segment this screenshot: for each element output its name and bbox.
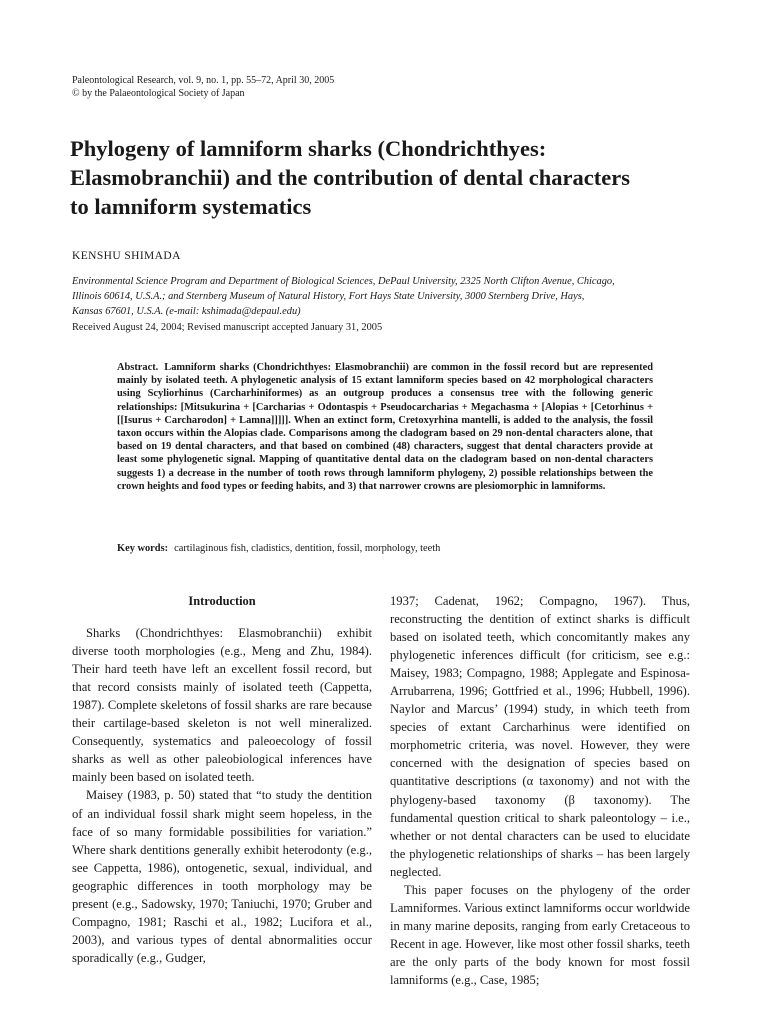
left-column (72, 592, 372, 967)
journal-citation: Paleontological Research, vol. 9, no. 1, pp. 55–72, April 30, 2005 (72, 75, 335, 86)
abstract (117, 361, 653, 493)
copyright-notice: © by the Palaeontological Society of Japan (72, 88, 245, 99)
affiliation-line: Illinois 60614, U.S.A.; and Sternberg Museum of Natural History, Fort Hays State University, 3000 Sternberg Drive, Hays, (72, 291, 585, 302)
affiliation-line: Kansas 67601, U.S.A. (e-mail: kshimada@depaul.edu) (72, 306, 301, 317)
received-dates: Received August 24, 2004; Revised manuscript accepted January 31, 2005 (72, 322, 383, 333)
keywords (117, 543, 440, 554)
title-line: Phylogeny of lamniform sharks (Chondrichthyes: (70, 136, 547, 161)
author-affiliation (72, 274, 712, 319)
abstract-label: Abstract. (117, 362, 159, 373)
author-name: KENSHU SHIMADA (72, 250, 181, 262)
title-line: to lamniform systematics (70, 194, 312, 219)
right-column (390, 592, 690, 989)
keywords-text: cartilaginous fish, cladistics, dentition, fossil, morphology, teeth (174, 543, 441, 554)
paper-title (70, 134, 710, 221)
section-heading: Introduction (188, 594, 256, 608)
body-paragraph: 1937; Cadenat, 1962; Compagno, 1967). Thus, reconstructing the dentition of extinct sharks is difficult based on isolated teeth, which concomitantly makes any phylogenetic inferences difficult (for criticism, see e.g.: Maisey, 1983; Compagno, 1988; Applegate and Espinosa-Arrubarrena, 1996; Gottfried et al., 1996; Hubbell, 1996). Naylor and Marcus’ (1994) study, in which teeth from species of extant Carcharhinus were identified on morphometric criteria, was novel. However, they were concerned with the designation of species based on quantitative descriptions (α taxonomy) and not with the phylogeny-based taxonomy (β taxonomy). The fundamental question critical to shark paleontology – i.e., whether or not dental characters can be used to elucidate the phylogenetic relationships of sharks – has been largely neglected. (390, 594, 690, 879)
affiliation-line: Environmental Science Program and Department of Biological Sciences, DePaul University, 2325 North Clifton Avenue, Chicago, (72, 276, 615, 287)
keywords-label: Key words: (117, 543, 169, 554)
abstract-text: Lamniform sharks (Chondrichthyes: Elasmobranchii) are common in the fossil record but are represented mainly by isolated teeth. A phylogenetic analysis of 15 extant lamniform species based on 42 morphological characters using Scyliorhinus (Carcharhiniformes) as an outgroup produces a consensus tree with the following generic relationships: [Mitsukurina + [Carcharias + Odontaspis + Pseudocarcharias + Megachasma + [Alopias + [Cetorhinus + [[Isurus + Carcharodon] + Lamna]]]]]. When an extinct form, Cretoxyrhina mantelli, is added to the analysis, the fossil taxon occurs within the Alopias clade. Comparisons among the cladogram based on 29 non-dental characters alone, that based on 19 dental characters, and that based on combined (48) characters, suggest that dental characters provide at least some phylogenetic signal. Mapping of quantitative dental data on the cladogram based on non-dental characters suggests 1) a decrease in the number of tooth rows through lamniform phylogeny, 2) possible relationships between the crown heights and food types or feeding habits, and 3) that narrower crowns are plesiomorphic in lamniforms. (117, 362, 653, 492)
journal-header (72, 74, 334, 100)
title-line: Elasmobranchii) and the contribution of dental characters (70, 165, 630, 190)
body-paragraph: This paper focuses on the phylogeny of the order Lamniformes. Various extinct lamniforms occur worldwide in many marine deposits, ranging from early Cretaceous to Recent in age. However, like most other fossil sharks, teeth are the only parts of the body known for most fossil lamniforms (e.g., Case, 1985; (390, 882, 690, 987)
body-paragraph: Sharks (Chondrichthyes: Elasmobranchii) exhibit diverse tooth morphologies (e.g., Meng and Zhu, 1984). Their hard teeth have left an excellent fossil record, but that record consists mainly of isolated teeth (Cappetta, 1987). Complete skeletons of fossil sharks are rare because their cartilage-based skeleton is not well mineralized. Consequently, systematics and paleoecology of fossil sharks as well as other paleobiological inferences have mainly been based on isolated teeth. (72, 626, 372, 785)
body-paragraph: Maisey (1983, p. 50) stated that “to study the dentition of an individual fossil shark might seem hopeless, in the face of so many formidable possibilities for variation.” Where shark dentitions generally exhibit heterodonty (e.g., see Cappetta, 1986), ontogenetic, sexual, individual, and geographic differences in tooth morphology may be present (e.g., Sadowsky, 1970; Taniuchi, 1970; Gruber and Compagno, 1981; Raschi et al., 1982; Lucifora et al., 2003), and various types of dental abnormalities occur sporadically (e.g., Gudger, (72, 788, 372, 965)
